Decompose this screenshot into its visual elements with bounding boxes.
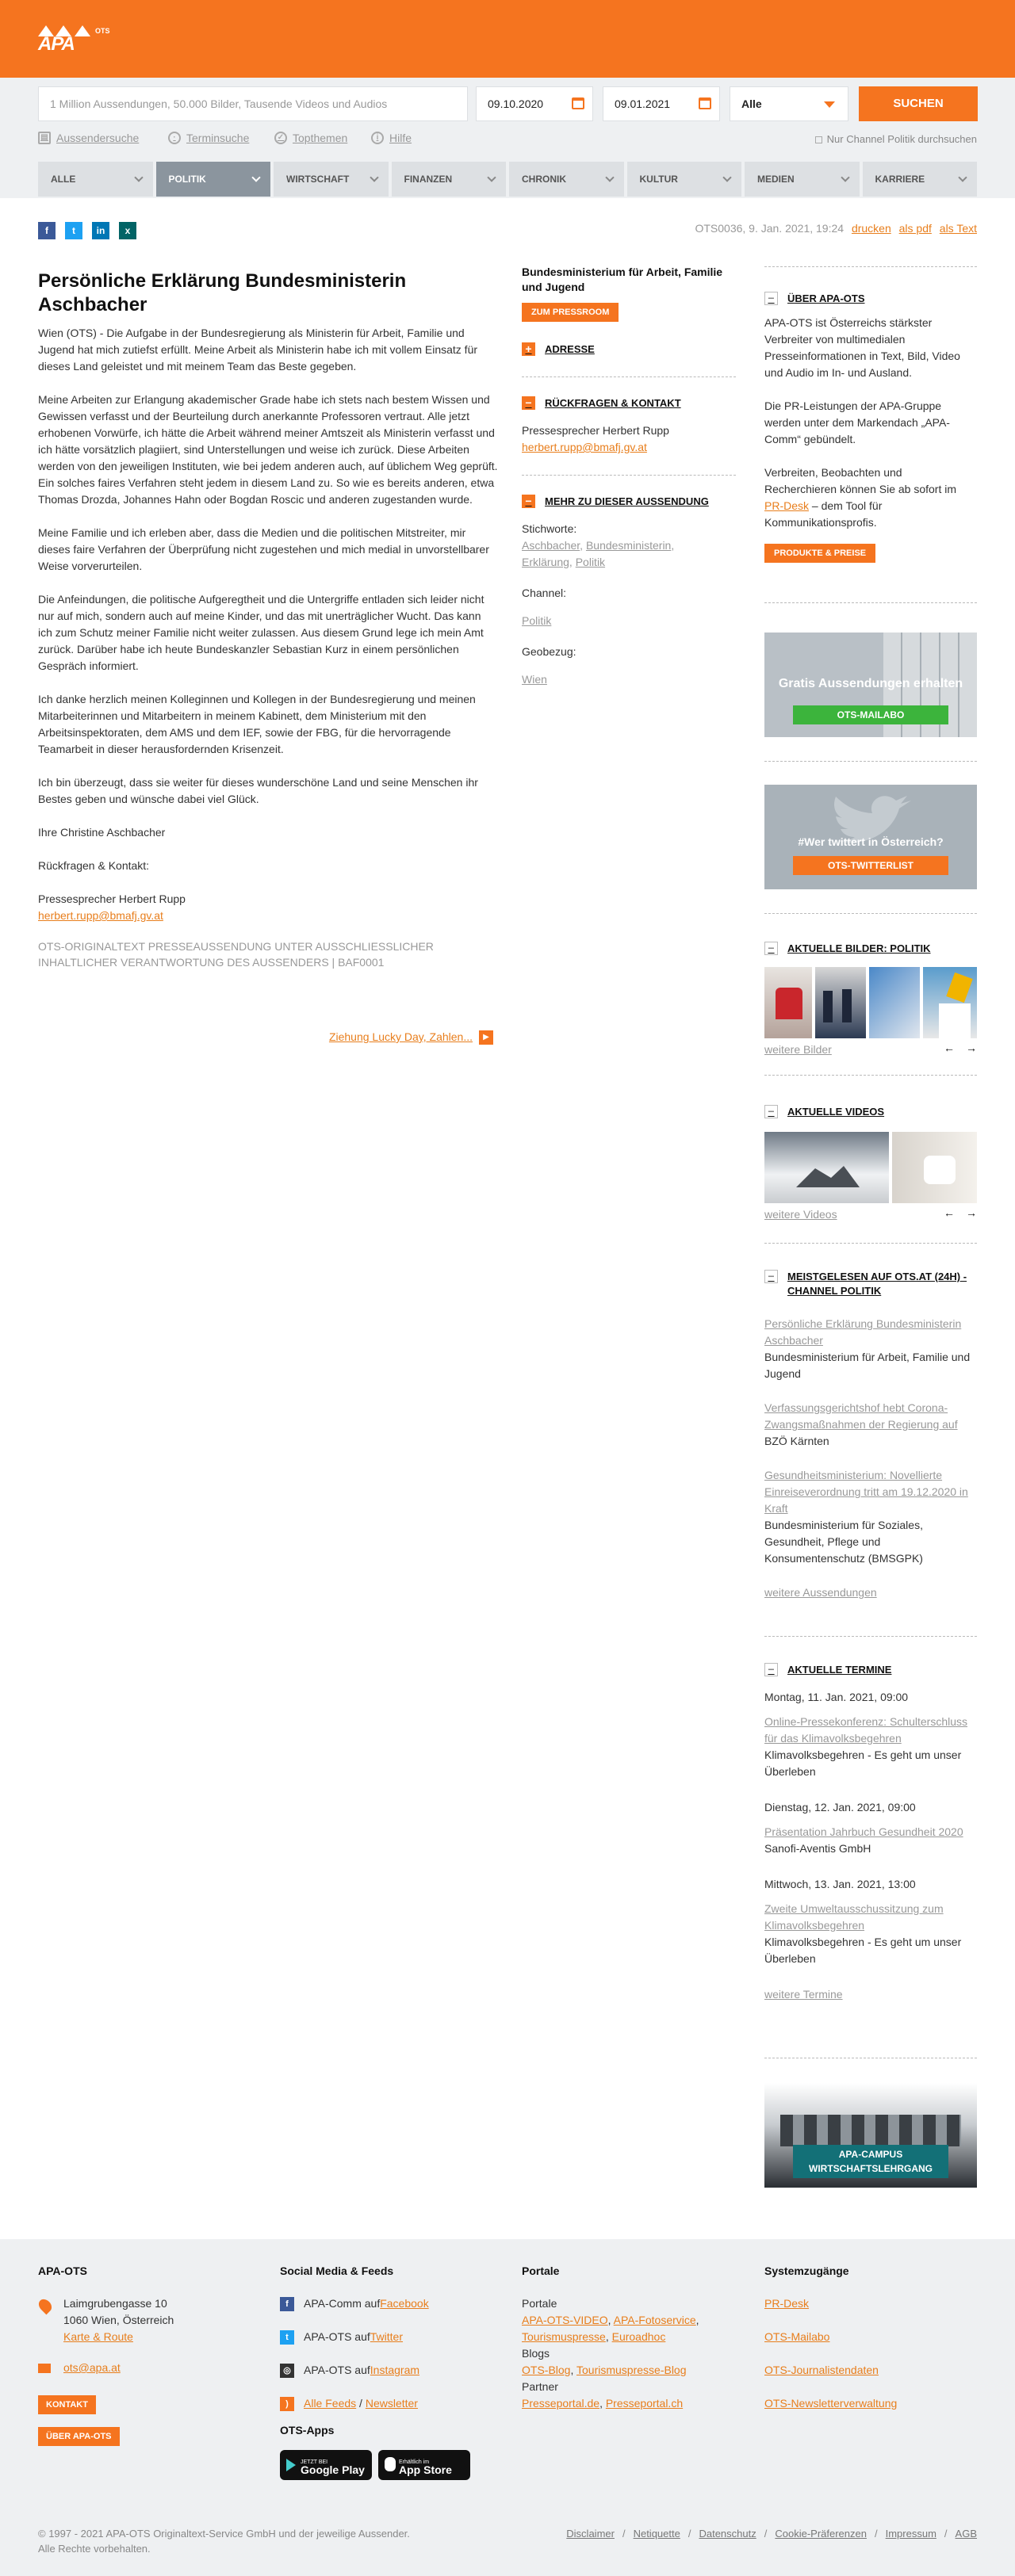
chevron-down-icon [958,173,967,182]
video-detail [796,1164,860,1187]
about-title: ÜBER APA-OTS [787,292,865,304]
most-read-title-link[interactable]: Gesundheitsministerium: Novellierte Einreiseverordnung tritt am 19.12.2020 in Kraft [764,1469,968,1515]
sender-icon: ▤ [38,132,51,144]
more-label: MEHR ZU DIESER AUSSENDUNG [545,495,709,507]
arrow-left-icon[interactable]: ← [944,1206,955,1219]
event-title-link[interactable]: Zweite Umweltausschussitzung zum Klimavolksbegehren [764,1902,944,1932]
nav-label: CHRONIK [522,174,566,185]
arrow-right-icon[interactable]: → [966,1206,977,1219]
plus-icon: + [522,342,535,356]
article-signature: Ihre Christine Aschbacher [38,826,166,839]
linkedin-icon[interactable]: in [92,222,109,239]
pr-desk-link[interactable]: PR-Desk [764,499,810,512]
sender-contact-name: Pressesprecher Herbert Rupp [522,424,669,437]
keyword-link[interactable]: Bundesministerin [585,539,672,552]
event-date: Mittwoch, 13. Jan. 2021, 13:00 [764,1878,916,1890]
campus-image-detail [780,2115,961,2146]
about-text-1: APA-OTS ist Österreichs stärkster Verbreiter von multimedialen Presseinformationen in Text, Bild, Video und Audio im In- und Ausland. [764,316,960,379]
twitter-icon[interactable]: t [65,222,82,239]
contact-label: RÜCKFRAGEN & KONTAKT [545,397,681,409]
event-org: Klimavolksbegehren - Es geht um unser Überleben [764,1936,962,1965]
calendar-icon[interactable] [572,97,584,109]
products-button[interactable] [764,544,977,563]
date-to-value: 09.01.2021 [615,97,671,110]
event-title-link[interactable]: Präsentation Jahrbuch Gesundheit 2020 [764,1825,963,1838]
nav-label: POLITIK [168,174,206,185]
divider [764,761,977,762]
nav-label: KARRIERE [875,174,925,185]
system-link[interactable]: OTS-Mailabo [764,2330,830,2343]
rss-icon: ) [280,2397,294,2411]
chevron-down-icon [605,173,614,182]
divider [764,1636,977,1637]
twitter-text: #Wer twittert in Österreich? [798,835,944,848]
pressroom-button[interactable] [522,303,736,322]
divider [764,1075,977,1076]
pressroom-label: ZUM PRESSROOM [522,303,619,322]
more-events-link[interactable]: weitere Termine [764,1988,843,2001]
chevron-down-icon [251,173,260,182]
category-value: Alle [741,97,762,110]
image-thumb[interactable] [764,967,812,1038]
nav-item-karriere[interactable] [863,162,978,197]
datenschutz-link[interactable]: Datenschutz [699,2528,756,2540]
minus-icon: − [522,396,535,410]
blogs-label: Blogs [522,2347,550,2360]
about-text-3-pre: Verbreiten, Beobachten und Recherchieren können Sie ab sofort im [764,466,957,495]
social-prefix: APA-Comm auf [304,2297,381,2310]
checkbox-box[interactable] [815,136,822,143]
article-title: Persönliche Erklärung Bundesministerin Aschbacher [38,270,407,315]
nav-item-politik[interactable] [156,162,271,197]
instagram-icon: ◎ [280,2364,294,2378]
chevron-down-icon [841,173,849,182]
calendar-icon[interactable] [699,97,711,109]
google-play-icon [286,2459,296,2471]
channel-link[interactable]: Politik [522,614,552,627]
event-org: Klimavolksbegehren - Es geht um unser Überleben [764,1749,962,1778]
arrow-right-icon[interactable]: ▶ [479,1030,493,1045]
most-read-title-link[interactable]: Verfassungsgerichtshof hebt Corona-Zwangsmaßnahmen der Regierung auf [764,1401,958,1431]
most-read-item[interactable] [764,1467,977,1567]
divider [522,376,736,377]
partner-link[interactable]: Presseportal.ch [605,2397,684,2410]
about-section[interactable] [764,292,977,305]
footer-col-apa [38,2263,260,2446]
divider [764,1243,977,1244]
article-paragraph: Meine Arbeiten zur Erlangung akademischer Grade habe ich stets nach bestem Wissen und Gewissen verfasst und der Beurteilung durch anerkannte Professoren vertraut. Alle jetzt erhobenen Vorwürfe, ich hätte die Arbeit während meiner Amtszeit als Ministerin verfasst und ich hätte vorsätzlich plagiiert, sind Unterstellungen und weise ich zurück. Diese Arbeiten werden von den jeweiligen Instituten, wie bei jedem anderen auch, auf üblichem Weg geprüft. Ein solches faires Verfahren steht jedem in diesem Land zu. So wie es bereits anderen, etwa Thomas Drozda, Johannes Hahn oder Bogdan Roscic und anderen zugestanden wurde. [38,393,498,506]
video-thumb[interactable] [764,1132,889,1203]
divider [764,602,977,603]
campus-button[interactable] [793,2145,948,2178]
event-item[interactable] [764,1876,977,1967]
terminsuche-label: Terminsuche [186,132,250,144]
mailabo-button[interactable]: OTS-MAILABO [793,705,948,724]
ots-disclaimer: OTS-ORIGINALTEXT PRESSEAUSSENDUNG UNTER AUSSCHLIESSLICHER INHALTLICHER VERANTWORTUNG DES AUSSENDERS | BAF0001 [38,940,434,969]
map-route-link[interactable]: Karte & Route [63,2330,133,2343]
events-title: AKTUELLE TERMINE [787,1664,892,1676]
event-date: Montag, 11. Jan. 2021, 09:00 [764,1691,909,1703]
apple-icon [385,2457,396,2471]
facebook-icon[interactable]: f [38,222,56,239]
only-channel-label: Nur Channel Politik durchsuchen [826,133,977,145]
images-title: AKTUELLE BILDER: POLITIK [787,942,931,954]
caret-down-icon [824,101,835,108]
mailabo-text: Gratis Aussendungen erhalten [778,677,963,690]
footer-email-link[interactable]: ots@apa.at [63,2361,121,2374]
chevron-down-icon [722,173,731,182]
portal-link[interactable]: APA-OTS-VIDEO [522,2314,608,2326]
article-paragraph: Die Anfeindungen, die politische Aufgeregtheit und die Untergriffe entladen sich leider nicht nur auf mich, sondern auch auf meine Kinder, und das mit unerträglicher Wucht. Das kann ich zum Schutz meiner Familie nicht weiter zulassen. Aus diesem Grund lege ich mein Amt zurück. Darüber habe ich heute Bundeskanzler Sebastian Kurz in einem persönlichen Gespräch informiert. [38,593,485,672]
article-meta [695,222,977,235]
minus-icon: − [764,1270,778,1283]
date-from-field[interactable] [476,86,593,121]
article-paragraph: Ich bin überzeugt, dass sie weiter für dieses wunderschöne Land und seine Menschen ihr Bestes geben und wünsche dabei viel Glück. [38,776,478,805]
copyright-line-1: © 1997 - 2021 APA-OTS Originaltext-Service GmbH und der jeweilige Aussender. [38,2528,410,2540]
video-thumb[interactable] [892,1132,977,1203]
hilfe-label: Hilfe [389,132,412,144]
event-item[interactable] [764,1689,977,1780]
keyword-link[interactable]: Aschbacher [522,539,580,552]
footer-col-portale: Portale Portale APA-OTS-VIDEO, APA-Fotoservice, Tourismuspresse, Euroadhoc Blogs OTS-Blog, Tourismuspresse-Blog Partner Presseportal.de, Presseportal.ch [522,2263,744,2412]
images-section[interactable] [764,942,977,955]
image-thumb[interactable] [869,967,920,1038]
clock-icon: · [168,132,181,144]
address-section[interactable] [522,341,736,357]
portal-link[interactable]: Euroadhoc [611,2330,666,2343]
blog-link[interactable]: OTS-Blog [522,2364,571,2376]
footer-col3-title: Portale [522,2265,560,2277]
video-detail [924,1156,956,1184]
nav-label: WIRTSCHAFT [286,174,350,185]
contact-button[interactable]: KONTAKT [38,2395,96,2414]
image-thumb[interactable] [815,967,866,1038]
nav-item-kultur[interactable] [627,162,742,197]
topthemen-label: Topthemen [293,132,348,144]
most-read-sender: BZÖ Kärnten [764,1435,829,1447]
chevron-down-icon [134,173,143,182]
aussendersuche-link[interactable] [38,132,139,144]
event-org: Sanofi-Aventis GmbH [764,1842,871,1855]
nav-label: KULTUR [639,174,678,185]
image-detail [823,991,833,1022]
search-input[interactable]: 1 Million Aussendungen, 50.000 Bilder, Tausende Videos und Audios [38,86,468,121]
chevron-down-icon [370,173,378,182]
nav-item-wirtschaft[interactable] [274,162,389,197]
only-channel-checkbox[interactable] [815,133,977,145]
footer-col1-title: APA-OTS [38,2265,87,2277]
more-section[interactable] [522,493,736,510]
event-title-link[interactable]: Online-Pressekonferenz: Schulterschluss für das Klimavolksbegehren [764,1715,968,1745]
arrow-right-icon[interactable]: → [966,1041,977,1054]
cookie-prefs-link[interactable]: Cookie-Präferenzen [775,2528,867,2540]
twitterlist-button[interactable]: OTS-TWITTERLIST [793,856,948,875]
image-detail [946,973,972,1003]
campus-btn-line2: WIRTSCHAFTSLEHRGANG [809,2163,933,2174]
keyword-link[interactable]: Politik [575,556,606,568]
print-link[interactable]: drucken [851,222,891,235]
article-paragraph: Wien (OTS) - Die Aufgabe in der Bundesregierung als Ministerin für Arbeit, Familie und Jugend hat mich zutiefst erfüllt. Meine Arbeit als Ministerin habe ich mit vollem Einsatz für dieses Land geleistet und mit meinem Team das Beste gegeben. [38,327,478,373]
footer-col2-title: Social Media & Feeds [280,2265,394,2277]
image-detail [776,988,802,1019]
minus-icon: − [764,292,778,305]
footer-col-social [280,2263,502,2480]
footer-address-2: 1060 Wien, Österreich [63,2314,174,2326]
partner-label: Partner [522,2380,558,2393]
logo-sub: OTS [95,27,110,35]
divider [764,913,977,914]
date-from-value: 09.10.2020 [488,97,544,110]
article-paragraph: Ich danke herzlich meinen Kolleginnen und Kollegen in der Bundesregierung und meinen Mitarbeiterinnen und Mitarbeitern in meinem Kabinett, dem Ministerium mit den Arbeitsinspektoraten, dem AMS und dem IEF, sowie der FBG, für die hervorragende Teamarbeit in dieser herausfordernden Krisenzeit. [38,693,476,755]
campus-btn-line1: APA-CAMPUS [838,2149,903,2160]
most-read-item[interactable] [764,1400,977,1450]
nav-item-alle[interactable] [38,162,153,197]
article-body [38,325,498,987]
image-detail [939,1003,971,1038]
more-releases-link[interactable]: weitere Aussendungen [764,1586,877,1599]
campus-teaser[interactable] [764,2083,977,2188]
nav-label: ALLE [51,174,76,185]
events-section[interactable] [764,1663,977,1676]
appstore-small: Erhältlich im [399,2459,430,2465]
most-read-item[interactable] [764,1316,977,1382]
check-icon: ✓ [274,132,287,144]
keywords-label: Stichworte: [522,522,577,535]
chevron-down-icon [487,173,496,182]
partner-link[interactable]: Presseportal.de [522,2397,600,2410]
date-to-field[interactable] [603,86,720,121]
footer-bottom: © 1997 - 2021 APA-OTS Originaltext-Service GmbH und der jeweilige Aussender. Alle Rechte vorbehalten. Disclaimer / Netiquette / Datenschutz / Cookie-Präferenzen / Impressum / AGB [38,2528,977,2555]
most-read-sender: Bundesministerium für Soziales, Gesundheit, Pflege und Konsumentenschutz (BMSGPK) [764,1519,923,1565]
disclaimer-link[interactable]: Disclaimer [566,2528,615,2540]
about-apa-ots-button[interactable]: ÜBER APA-OTS [38,2427,120,2446]
minus-icon: − [764,1105,778,1118]
article-contact-heading: Rückfragen & Kontakt: [38,859,150,872]
header [0,0,1015,78]
geo-label: Geobezug: [522,645,576,658]
nav-item-medien[interactable] [745,162,860,197]
facebook-link[interactable]: Facebook [380,2297,429,2310]
channel-label: Channel: [522,587,567,599]
sender-column: Bundesministerium für Arbeit, Familie und Jugend ZUM PRESSROOM + ADRESSE − RÜCKFRAGEN & KONTAKT Pressesprecher Herbert Rupp herbert.rupp@bmafj.gv.at − MEHR ZU DIESER AUSSENDUNG Stichworte: Aschbacher, Bundesministerin, Erklärung, Politik Channel: Politik Geobezug: Wien [522,265,736,688]
search-button[interactable]: SUCHEN [859,86,978,121]
arrow-left-icon[interactable]: ← [944,1041,955,1054]
sender-contact-email[interactable]: herbert.rupp@bmafj.gv.at [522,441,647,453]
about-text-2: Die PR-Leistungen der APA-Gruppe werden unter dem Markendach „APA-Comm“ gebündelt. [764,399,950,445]
all-feeds-link[interactable]: Alle Feeds [304,2397,357,2410]
videos-title: AKTUELLE VIDEOS [787,1106,885,1118]
nav-label: MEDIEN [757,174,795,185]
agb-link[interactable]: AGB [955,2528,977,2540]
pdf-link[interactable]: als pdf [898,222,932,235]
event-item[interactable] [764,1799,977,1857]
logo-text: APA [38,33,75,55]
apa-ots-logo[interactable] [38,25,110,57]
most-read-title: MEISTGELESEN AUF OTS.AT (24H) - CHANNEL POLITIK [787,1271,967,1297]
image-detail [842,989,852,1022]
impressum-link[interactable]: Impressum [885,2528,936,2540]
aussendersuche-label: Aussendersuche [56,132,140,144]
next-article-link[interactable] [317,1030,493,1045]
geo-link[interactable]: Wien [522,673,547,686]
feeds-separator: / [356,2397,366,2410]
facebook-icon: f [280,2297,294,2311]
divider [522,475,736,476]
gplay-big: Google Play [301,2463,365,2476]
xing-icon[interactable]: x [119,222,136,239]
mailabo-teaser[interactable] [764,633,977,737]
videos-section[interactable] [764,1105,977,1118]
footer-address-1: Laimgrubengasse 10 [63,2297,167,2310]
keyword-link[interactable]: Erklärung [522,556,569,568]
next-article-label[interactable]: Ziehung Lucky Day, Zahlen... [328,1030,473,1043]
mail-icon [38,2364,51,2373]
info-icon: i [371,132,384,144]
portal-link[interactable]: APA-Fotoservice [613,2314,696,2326]
nav-label: FINANZEN [404,174,453,185]
system-link[interactable]: OTS-Journalistendaten [764,2364,879,2376]
app-store-badge[interactable] [378,2450,470,2480]
terminsuche-link[interactable] [168,132,249,144]
newsletter-link[interactable]: Newsletter [365,2397,418,2410]
footer-col4-title: Systemzugänge [764,2265,849,2277]
footer [0,2239,1015,2576]
netiquette-link[interactable]: Netiquette [633,2528,680,2540]
copyright-line-2: Alle Rechte vorbehalten. [38,2543,151,2555]
topthemen-link[interactable] [274,132,347,144]
most-read-section[interactable] [764,1270,977,1298]
more-images-link[interactable]: weitere Bilder [764,1043,832,1056]
nav-item-chronik[interactable] [509,162,624,197]
gplay-small: JETZT BEI [301,2459,328,2465]
hilfe-link[interactable] [371,132,412,144]
address-label: ADRESSE [545,343,595,355]
google-play-badge[interactable] [280,2450,372,2480]
text-link[interactable]: als Text [939,222,977,235]
system-link[interactable]: PR-Desk [764,2297,810,2310]
appstore-big: App Store [399,2463,452,2476]
article-paragraph: Meine Familie und ich erleben aber, dass die Medien und die politischen Mitstreiter, mir dieses faire Verfahren der Überprüfung nicht zugestehen und mich medial in unvorstellbarer Weise vorverurteilen. [38,526,489,572]
article-contact-name: Pressesprecher Herbert Rupp [38,892,186,905]
category-select[interactable] [730,86,848,121]
about-text-3-post: – dem Tool für Kommunikationsprofis. [764,499,883,529]
apps-title: OTS-Apps [280,2424,335,2436]
footer-col-system [764,2263,977,2412]
article-contact-email[interactable]: herbert.rupp@bmafj.gv.at [38,909,163,922]
products-label: PRODUKTE & PREISE [764,544,875,563]
article-id-date: OTS0036, 9. Jan. 2021, 19:24 [695,222,845,235]
event-date: Dienstag, 12. Jan. 2021, 09:00 [764,1801,916,1814]
system-link[interactable]: OTS-Newsletterverwaltung [764,2397,898,2410]
search-area [0,78,1015,198]
twitter-icon: t [280,2330,294,2345]
social-prefix: APA-OTS auf [304,2364,370,2376]
most-read-title-link[interactable]: Persönliche Erklärung Bundesministerin Aschbacher [764,1317,962,1347]
contact-section[interactable] [522,395,736,411]
about-text-3 [764,464,977,531]
location-pin-icon [36,2297,55,2315]
twitterlist-teaser[interactable] [764,785,977,889]
twitter-link[interactable]: Twitter [370,2330,404,2343]
blog-link[interactable]: Tourismuspresse-Blog [576,2364,687,2376]
portale-label: Portale [522,2297,557,2310]
minus-icon: − [522,495,535,508]
sender-name: Bundesministerium für Arbeit, Familie und Jugend [522,266,723,293]
minus-icon: − [764,1663,778,1676]
minus-icon: − [764,942,778,955]
instagram-link[interactable]: Instagram [370,2364,420,2376]
most-read-sender: Bundesministerium für Arbeit, Familie und Jugend [764,1351,971,1380]
nav-item-finanzen[interactable] [392,162,507,197]
image-thumb[interactable] [923,967,977,1038]
social-prefix: APA-OTS auf [304,2330,370,2343]
more-videos-link[interactable]: weitere Videos [764,1208,837,1221]
portal-link[interactable]: Tourismuspresse [522,2330,606,2343]
divider [764,266,977,267]
channel-nav [38,162,977,197]
